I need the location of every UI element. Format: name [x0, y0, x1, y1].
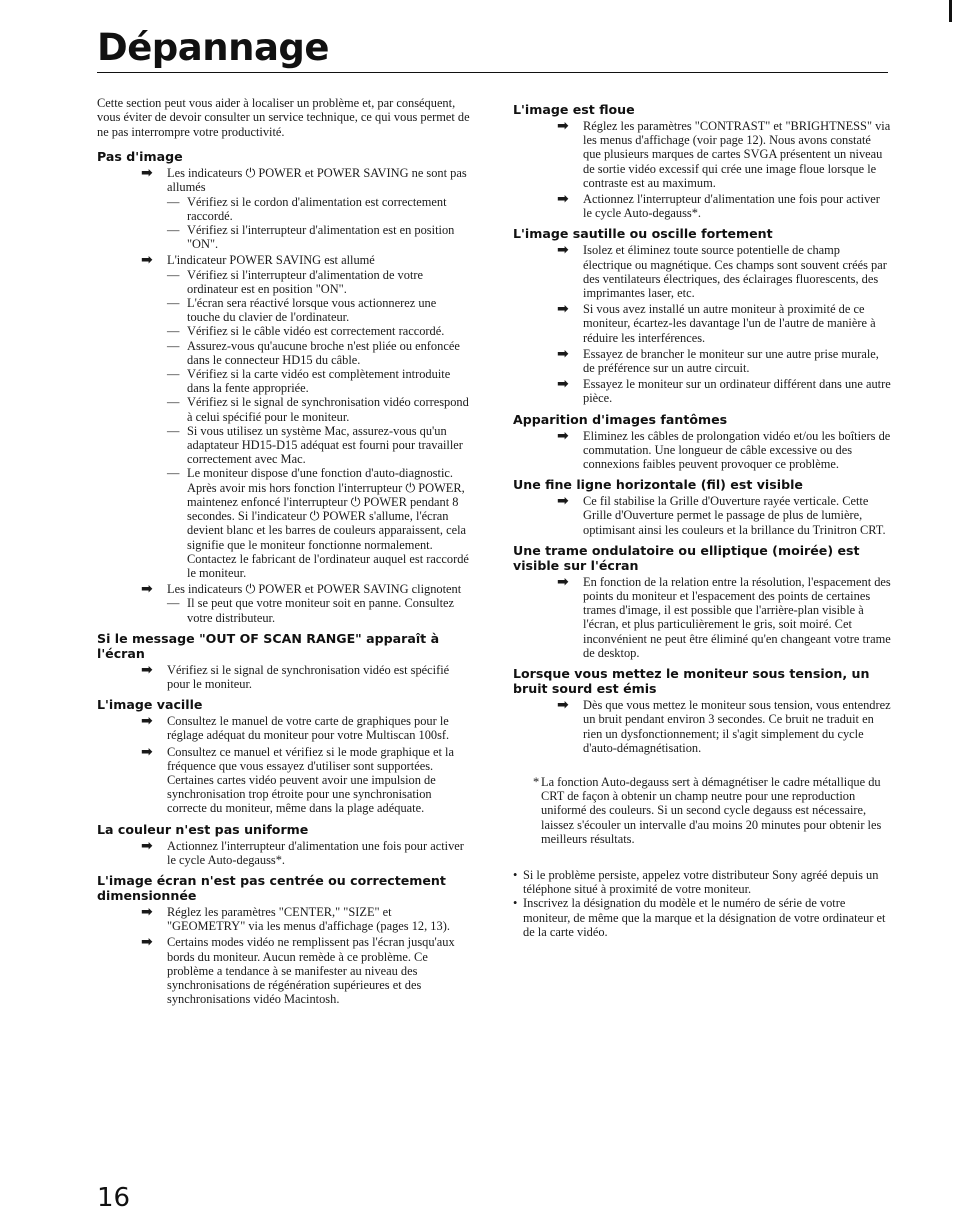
item-text: L'indicateur POWER SAVING est allumé — [167, 253, 375, 268]
section — [97, 631, 472, 691]
sub-item-text: Assurez-vous qu'aucune broche n'est pliée ou enfoncée dans le connecteur HD15 du câble. — [187, 338, 460, 367]
section-title: Pas d'image — [97, 149, 183, 165]
sub-item — [167, 296, 472, 324]
item-text: Réglez les paramètres "CENTER," "SIZE" et "GEOMETRY" via les menus d'affichage (pages 12, 13). — [167, 904, 450, 934]
sub-item — [167, 596, 472, 624]
sub-item — [167, 395, 472, 423]
troubleshoot-item — [513, 302, 891, 345]
section-title: Lorsque vous mettez le moniteur sous tension, un bruit sourd est émis — [513, 666, 870, 697]
sub-item-text: Vérifiez si l'interrupteur d'alimentation de votre ordinateur est en position "ON". — [187, 267, 424, 296]
item-text: En fonction de la relation entre la résolution, l'espacement des points du moniteur et l'espacement des points de certaines trames d'image, il est possible que l'arrière-plan visible à l'écran, et plus particulièrement le gris, soit moiré. Cet inconvénient ne peut être éliminé qu'en changeant votre trame de desktop. — [583, 574, 891, 660]
arrow-icon: ➡ — [557, 242, 569, 259]
troubleshoot-item — [513, 347, 891, 375]
dash-icon: — — [167, 267, 180, 282]
item-text: Ce fil stabilise la Grille d'Ouverture rayée verticale. Cette Grille d'Ouverture permet le passage de plus de lumière, optimisant ainsi les couleurs et la brillance du Trinitron CRT. — [583, 494, 886, 537]
section-title: L'image vacille — [97, 697, 203, 713]
right-sections — [513, 102, 891, 755]
sub-item — [167, 339, 472, 367]
section-title: Si le message "OUT OF SCAN RANGE" apparaît à l'écran — [97, 630, 440, 661]
intro-paragraph: Cette section peut vous aider à localiser un problème et, par conséquent, vous éviter de devoir consulter un service technique, ce qui vous permet de ne pas interrompre votre productivité. — [97, 96, 470, 139]
item-text: Consultez ce manuel et vérifiez si le mode graphique et la fréquence que vous essayez d'utiliser sont supportées. Certaines cartes vidéo peuvent avoir une impulsion de synchronisation trop étroite pour une synchronisation correcte du moniteur, même dans la plage adéquate. — [167, 744, 454, 816]
arrow-icon: ➡ — [141, 661, 153, 678]
dash-icon: — — [167, 324, 180, 339]
troubleshoot-item — [513, 494, 891, 537]
troubleshoot-item — [513, 377, 891, 405]
arrow-icon: ➡ — [557, 427, 569, 444]
troubleshoot-item — [513, 243, 891, 300]
bullet-text: Inscrivez la désignation du modèle et le numéro de série de votre moniteur, de même que la marque et la désignation de votre ordinateur et de la carte vidéo. — [523, 896, 886, 939]
sub-item-text: Vérifiez si le cordon d'alimentation est correctement raccordé. — [187, 194, 447, 223]
dash-icon: — — [167, 395, 180, 410]
sub-item-text: Il se peut que votre moniteur soit en panne. Consultez votre distributeur. — [187, 596, 455, 625]
sub-item — [167, 324, 472, 338]
troubleshoot-item — [97, 935, 472, 1006]
sub-item-text: L'écran sera réactivé lorsque vous actionnerez une touche du clavier de l'ordinateur. — [187, 296, 437, 325]
left-column — [97, 96, 472, 1010]
sub-list — [167, 195, 472, 252]
dash-icon: — — [167, 367, 180, 382]
troubleshoot-item — [97, 745, 472, 816]
arrow-icon: ➡ — [141, 743, 153, 760]
sub-item-text: Le moniteur dispose d'une fonction d'auto-diagnostic. Après avoir mis hors fonction l'interrupteur ⏻ POWER, maintenez enfoncé l'interrupteur ⏻ POWER pendant 8 secondes. Si l'indicateur ⏻ POWER s'allume, l'écran devient blanc et les barres de couleurs apparaissent, cela signifie que le moniteur fonctionne normalement. Contactez le fabricant de l'ordinateur auquel est raccordé le moniteur. — [187, 466, 469, 580]
sub-list — [167, 596, 472, 624]
section-title: L'image est floue — [513, 102, 635, 117]
section — [97, 697, 472, 815]
arrow-icon: ➡ — [141, 903, 153, 920]
sub-item — [167, 424, 472, 467]
arrow-icon: ➡ — [557, 118, 569, 134]
section — [513, 543, 891, 660]
troubleshoot-item — [513, 429, 891, 472]
item-text: Dès que vous mettez le moniteur sous tension, vous entendrez un bruit pendant environ 3 secondes. Ce bruit ne traduit en rien un dysfonctionnement; il s'agit simplement du cycle d'auto-démagnétisation. — [583, 698, 891, 755]
troubleshoot-item — [513, 575, 891, 660]
arrow-icon: ➡ — [141, 581, 153, 598]
dash-icon: — — [167, 296, 180, 311]
sub-list — [167, 268, 472, 580]
section — [513, 226, 891, 405]
arrow-icon: ➡ — [557, 697, 569, 714]
bullet-icon: • — [513, 896, 518, 911]
troubleshoot-item — [513, 192, 891, 220]
sub-item-text: Vérifiez si l'interrupteur d'alimentation est en position "ON". — [187, 223, 455, 252]
arrow-icon: ➡ — [557, 493, 569, 510]
section — [513, 477, 891, 537]
arrow-icon: ➡ — [557, 573, 569, 590]
item-text: Les indicateurs ⏻ POWER et POWER SAVING clignotent — [167, 582, 462, 597]
sub-item — [167, 466, 472, 580]
arrow-icon: ➡ — [141, 165, 153, 182]
section — [513, 666, 891, 755]
dash-icon: — — [167, 423, 180, 438]
section-title: Apparition d'images fantômes — [513, 411, 728, 427]
item-text: Certains modes vidéo ne remplissent pas l'écran jusqu'aux bords du moniteur. Aucun remède à ce problème. Ce problème a tendance à se manifester au niveau des synchronisations de régénération supérieures et des synchronisations vidéo Macintosh. — [167, 935, 455, 1007]
item-text: Si vous avez installé un autre moniteur à proximité de ce moniteur, écartez-les davantage l'un de l'autre de manière à réduire les interférences. — [583, 302, 876, 345]
troubleshoot-item — [97, 582, 472, 625]
section — [97, 873, 472, 1006]
troubleshoot-item — [97, 714, 472, 742]
troubleshoot-item — [513, 119, 891, 190]
item-text: Les indicateurs ⏻ POWER et POWER SAVING ne sont pas allumés — [167, 166, 467, 195]
sub-item-text: Vérifiez si le signal de synchronisation vidéo correspond à celui spécifié pour le moniteur. — [187, 395, 469, 424]
item-text: Isolez et éliminez toute source potentielle de champ électrique ou magnétique. Ces champs sont souvent créés par des ventilateurs électriques, des éclairages fluorescents, des imprimantes laser, etc. — [583, 243, 887, 301]
arrow-icon: ➡ — [141, 713, 153, 730]
edge-mark — [949, 0, 952, 22]
sub-item — [167, 195, 472, 223]
item-text: Réglez les paramètres "CONTRAST" et "BRIGHTNESS" via les menus d'affichage (voir page 12). Nous avons constaté que plusieurs marques de cartes SVGA présentent un niveau de sortie vidéo excessif qui crée une image floue lorsque le contraste est au maximum. — [583, 119, 891, 190]
dash-icon: — — [167, 596, 180, 611]
section-title: Une trame ondulatoire ou elliptique (moirée) est visible sur l'écran — [513, 542, 860, 573]
dash-icon: — — [167, 338, 180, 353]
item-text: Essayez de brancher le moniteur sur une autre prise murale, de préférence sur un autre circuit. — [583, 346, 879, 376]
page-number: 16 — [97, 1183, 131, 1213]
arrow-icon: ➡ — [557, 345, 569, 362]
section-title: La couleur n'est pas uniforme — [97, 821, 309, 837]
sub-item — [167, 268, 472, 296]
troubleshoot-item — [97, 905, 472, 933]
bullet-text: Si le problème persiste, appelez votre distributeur Sony agréé depuis un téléphone situé à proximité de votre moniteur. — [523, 867, 879, 897]
section-title: L'image sautille ou oscille fortement — [513, 226, 773, 242]
right-column — [513, 96, 891, 939]
dash-icon: — — [167, 194, 180, 209]
left-sections — [97, 149, 472, 1006]
arrow-icon: ➡ — [141, 837, 153, 854]
arrow-icon: ➡ — [557, 191, 569, 208]
arrow-icon: ➡ — [141, 934, 153, 951]
bullet-item — [513, 896, 891, 939]
arrow-icon: ➡ — [557, 376, 569, 393]
title-rule — [97, 72, 888, 73]
arrow-icon: ➡ — [141, 252, 153, 269]
item-text: Actionnez l'interrupteur d'alimentation une fois pour activer le cycle Auto-degauss*. — [167, 838, 464, 867]
section — [97, 822, 472, 867]
item-text: Vérifiez si le signal de synchronisation vidéo est spécifié pour le moniteur. — [167, 662, 450, 691]
section — [513, 412, 891, 472]
troubleshoot-item — [97, 839, 472, 867]
page-title: Dépannage — [97, 26, 329, 69]
arrow-icon: ➡ — [557, 301, 569, 318]
sub-item — [167, 223, 472, 251]
sub-item-text: Vérifiez si le câble vidéo est correctement raccordé. — [187, 324, 445, 339]
item-text: Actionnez l'interrupteur d'alimentation une fois pour activer le cycle Auto-degauss*. — [583, 192, 880, 221]
sub-item — [167, 367, 472, 395]
item-text: Essayez le moniteur sur un ordinateur différent dans une autre pièce. — [583, 377, 891, 406]
item-text: Eliminez les câbles de prolongation vidéo et/ou les boîtiers de commutation. Une longueur de câble excessive ou des connexions faibles peuvent provoquer ce problème. — [583, 428, 891, 472]
section-title: Une fine ligne horizontale (fil) est visible — [513, 477, 803, 493]
troubleshoot-item — [97, 253, 472, 580]
troubleshoot-item — [97, 166, 472, 251]
dash-icon: — — [167, 466, 180, 481]
bullet-icon: • — [513, 867, 518, 882]
troubleshoot-item — [97, 663, 472, 691]
section — [97, 149, 472, 625]
dash-icon: — — [167, 223, 180, 238]
section — [513, 102, 891, 220]
item-text: Consultez le manuel de votre carte de graphiques pour le réglage adéquat du moniteur pour votre Multiscan 100sf. — [167, 714, 450, 743]
sub-item-text: Vérifiez si la carte vidéo est complètement introduite dans la fente appropriée. — [187, 367, 451, 396]
troubleshoot-item — [513, 698, 891, 755]
bullet-item — [513, 868, 891, 896]
footnote — [513, 775, 891, 846]
asterisk-icon: * — [533, 774, 540, 789]
sub-item-text: Si vous utilisez un système Mac, assurez-vous qu'un adaptateur HD15-D15 adéquat est fourni pour travailler correctement avec Mac. — [187, 423, 463, 467]
footnote-text: La fonction Auto-degauss sert à démagnétiser le cadre métallique du CRT de façon à obtenir un champ neutre pour une reproduction uniformé des couleurs. Si un second cycle degauss est nécessaire, laissez s'écouler un intervalle d'au moins 20 minutes pour obtenir les meilleurs résultats. — [541, 774, 882, 846]
section-title: L'image écran n'est pas centrée ou correctement dimensionnée — [97, 872, 446, 903]
